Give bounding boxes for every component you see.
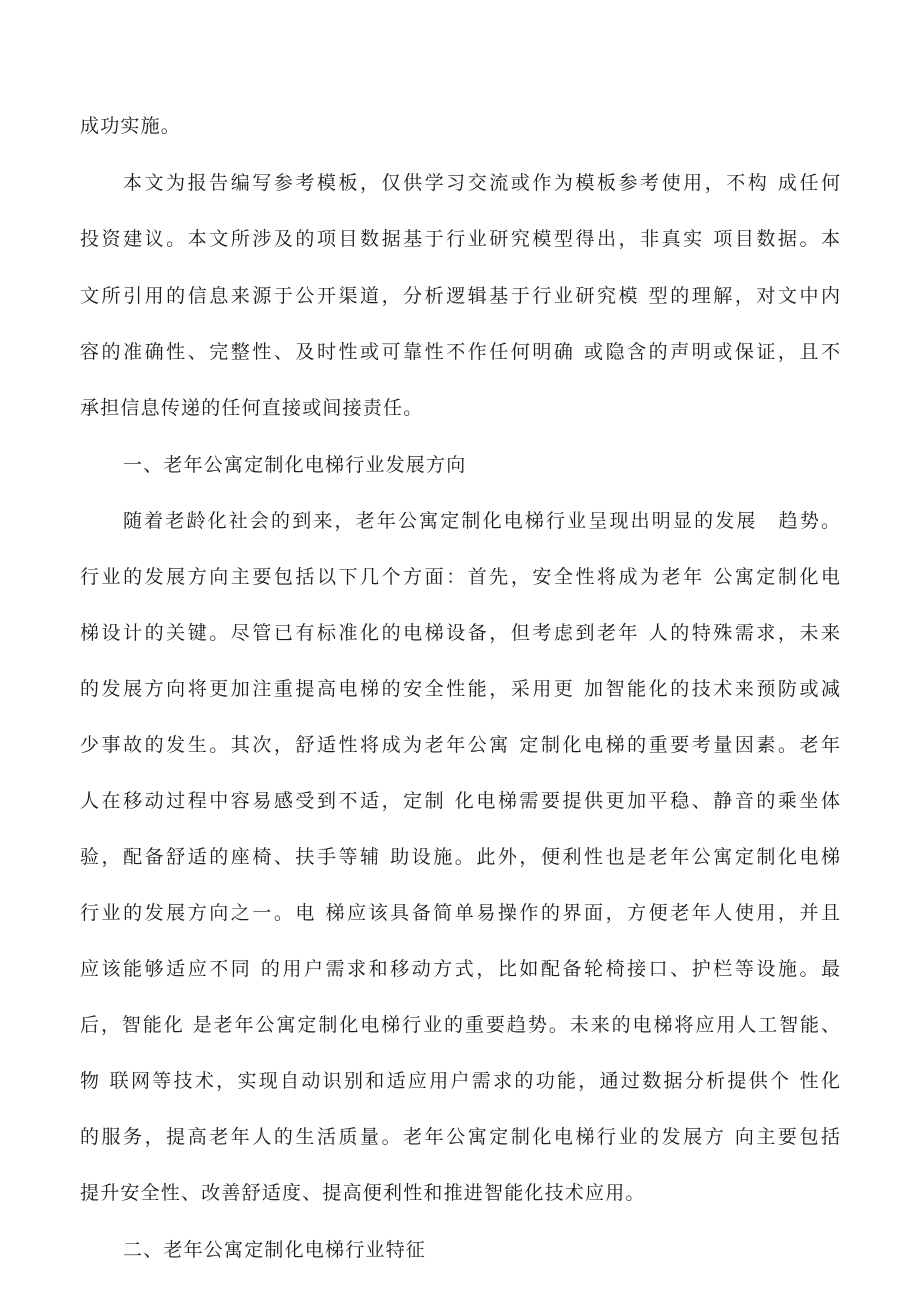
body-line: 少事故的发生。其次，舒适性将成为老年公寓 定制化电梯的重要考量因素。老年 bbox=[80, 734, 840, 756]
body-line: 的服务，提高老年人的生活质量。老年公寓定制化电梯行业的发展方 向主要包括 bbox=[80, 1126, 840, 1148]
intro-tail-text: 成功实施。 bbox=[80, 115, 182, 137]
body-line: 验，配备舒适的座椅、扶手等辅 助设施。此外，便利性也是老年公寓定制化电梯 bbox=[80, 846, 840, 868]
body-line: 提升安全性、改善舒适度、提高便利性和推进智能化技术应用。 bbox=[80, 1182, 646, 1204]
body-line: 行业的发展方向之一。电 梯应该具备简单易操作的界面，方便老年人使用，并且 bbox=[80, 902, 840, 924]
section-1-heading: 一、老年公寓定制化电梯行业发展方向 bbox=[123, 454, 467, 476]
body-line: 后，智能化 是老年公寓定制化电梯行业的重要趋势。未来的电梯将应用人工智能、 bbox=[80, 1014, 840, 1036]
disclaimer-line: 文所引用的信息来源于公开渠道，分析逻辑基于行业研究模 型的理解，对文中内 bbox=[80, 285, 840, 307]
body-line: 随着老龄化社会的到来，老年公寓定制化电梯行业呈现出明显的发展 趋势。 bbox=[123, 510, 840, 532]
disclaimer-line: 容的准确性、完整性、及时性或可靠性不作任何明确 或隐含的声明或保证，且不 bbox=[80, 341, 840, 363]
body-line: 物 联网等技术，实现自动识别和适应用户需求的功能，通过数据分析提供个 性化 bbox=[80, 1070, 840, 1092]
body-line: 应该能够适应不同 的用户需求和移动方式，比如配备轮椅接口、护栏等设施。最 bbox=[80, 958, 840, 980]
body-line: 人在移动过程中容易感受到不适，定制 化电梯需要提供更加平稳、静音的乘坐体 bbox=[80, 790, 840, 812]
body-line: 行业的发展方向主要包括以下几个方面：首先，安全性将成为老年 公寓定制化电 bbox=[80, 566, 840, 588]
body-line: 的发展方向将更加注重提高电梯的安全性能，采用更 加智能化的技术来预防或减 bbox=[80, 678, 840, 700]
section-2-heading: 二、老年公寓定制化电梯行业特征 bbox=[123, 1239, 427, 1261]
disclaimer-line: 本文为报告编写参考模板，仅供学习交流或作为模板参考使用，不构 成任何 bbox=[123, 172, 840, 194]
body-line: 梯设计的关键。尽管已有标准化的电梯设备，但考虑到老年 人的特殊需求，未来 bbox=[80, 622, 840, 644]
disclaimer-line: 承担信息传递的任何直接或间接责任。 bbox=[80, 397, 424, 419]
disclaimer-line: 投资建议。本文所涉及的项目数据基于行业研究模型得出，非真实 项目数据。本 bbox=[80, 228, 840, 250]
